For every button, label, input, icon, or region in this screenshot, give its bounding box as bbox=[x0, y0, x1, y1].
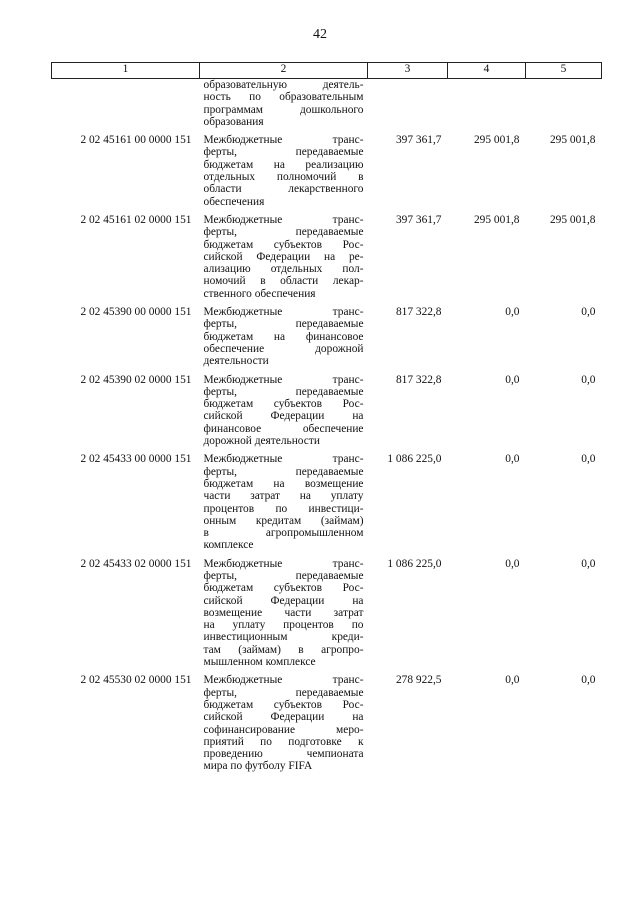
name-line: проведению чемпионата bbox=[203, 748, 364, 761]
value-col-5: 295 001,8 bbox=[549, 134, 596, 147]
name-line: Межбюджетные транс- bbox=[203, 213, 364, 226]
name-line: ферты, передаваемые bbox=[203, 226, 364, 239]
page-number: 42 bbox=[313, 27, 327, 42]
value-col-5: 0,0 bbox=[581, 557, 596, 570]
name-line: в агропромышленном bbox=[203, 527, 364, 540]
name-line: приятий по подготовке к bbox=[203, 735, 364, 748]
name-line: области лекарственного bbox=[203, 183, 364, 196]
name-line: сийской Федерации на bbox=[203, 711, 364, 724]
name-line: бюджетам субъектов Рос- bbox=[203, 698, 364, 711]
name-line: ферты, передаваемые bbox=[203, 465, 364, 478]
table-header-row bbox=[52, 63, 602, 79]
table-row bbox=[52, 374, 602, 454]
name-line: дорожной деятельности bbox=[203, 435, 320, 448]
name-line: сийской Федерации на ре- bbox=[203, 250, 364, 263]
code-cell: 2 02 45390 00 0000 151 bbox=[80, 306, 192, 319]
value-col-3: 397 361,7 bbox=[395, 134, 442, 147]
name-line: ственного обеспечения bbox=[203, 287, 316, 300]
name-cell bbox=[200, 674, 368, 778]
name-cell bbox=[200, 558, 368, 675]
name-line: на уплату процентов по bbox=[203, 619, 364, 632]
code-cell: 2 02 45433 00 0000 151 bbox=[80, 453, 192, 466]
name-line: там (займам) в агропро- bbox=[203, 643, 364, 656]
name-line: ферты, передаваемые bbox=[203, 385, 364, 398]
name-line: процентов по инвестици- bbox=[203, 502, 364, 515]
name-line: Межбюджетные транс- bbox=[203, 373, 364, 386]
name-cell bbox=[200, 453, 368, 557]
value-col-4: 0,0 bbox=[505, 674, 520, 687]
name-line: мира по футболу FIFA bbox=[203, 760, 313, 773]
name-line: бюджетам субъектов Рос- bbox=[203, 582, 364, 595]
name-line: обеспечения bbox=[203, 195, 265, 208]
name-line: обеспечение дорожной bbox=[203, 342, 364, 355]
table-row bbox=[52, 453, 602, 557]
value-col-4: 0,0 bbox=[505, 557, 520, 570]
name-line: сийской Федерации на bbox=[203, 410, 364, 423]
name-line: финансовое обеспечение bbox=[203, 422, 364, 435]
table-row bbox=[52, 214, 602, 306]
name-line: ализацию отдельных пол- bbox=[203, 263, 364, 276]
name-line: ферты, передаваемые bbox=[203, 318, 364, 331]
header-col-1: 1 bbox=[52, 63, 200, 79]
name-line: ферты, передаваемые bbox=[203, 569, 364, 582]
name-cell bbox=[200, 214, 368, 306]
name-line: бюджетам субъектов Рос- bbox=[203, 398, 364, 411]
name-line: Межбюджетные транс- bbox=[203, 306, 364, 319]
name-line: программам дошкольного bbox=[203, 103, 364, 116]
table-row bbox=[52, 558, 602, 675]
name-cell bbox=[200, 374, 368, 454]
code-cell: 2 02 45390 02 0000 151 bbox=[80, 373, 192, 386]
name-cell bbox=[200, 134, 368, 214]
table-row bbox=[52, 306, 602, 373]
name-line: ферты, передаваемые bbox=[203, 686, 364, 699]
name-line: комплексе bbox=[203, 539, 254, 552]
header-col-2: 2 bbox=[200, 63, 368, 79]
value-col-4: 295 001,8 bbox=[473, 213, 520, 226]
header-col-5: 5 bbox=[526, 63, 602, 79]
name-line: онным кредитам (займам) bbox=[203, 514, 364, 527]
header-col-3: 3 bbox=[368, 63, 448, 79]
value-col-4: 295 001,8 bbox=[473, 134, 520, 147]
name-line: части затрат на уплату bbox=[203, 490, 364, 503]
code-cell: 2 02 45161 00 0000 151 bbox=[80, 134, 192, 147]
table-row bbox=[52, 674, 602, 778]
value-col-3: 817 322,8 bbox=[395, 306, 442, 319]
code-cell: 2 02 45161 02 0000 151 bbox=[80, 213, 192, 226]
continuation-row bbox=[52, 79, 602, 135]
name-line: мышленном комплексе bbox=[203, 656, 316, 669]
name-line: ность по образовательным bbox=[203, 91, 364, 104]
name-line: сийской Федерации на bbox=[203, 594, 364, 607]
header-col-4: 4 bbox=[448, 63, 526, 79]
code-cell: 2 02 45530 02 0000 151 bbox=[80, 674, 192, 687]
value-col-5: 0,0 bbox=[581, 674, 596, 687]
name-line: Межбюджетные транс- bbox=[203, 134, 364, 147]
value-col-5: 0,0 bbox=[581, 306, 596, 319]
table-row bbox=[52, 134, 602, 214]
name-line: отдельных полномочий в bbox=[203, 171, 364, 184]
value-col-3: 278 922,5 bbox=[395, 674, 442, 687]
value-col-4: 0,0 bbox=[505, 373, 520, 386]
name-line: образования bbox=[203, 115, 264, 128]
value-col-3: 397 361,7 bbox=[395, 213, 442, 226]
name-line: Межбюджетные транс- bbox=[203, 557, 364, 570]
name-line: инвестиционным креди- bbox=[203, 631, 364, 644]
name-line: бюджетам на финансовое bbox=[203, 330, 364, 343]
value-col-4: 0,0 bbox=[505, 453, 520, 466]
value-col-5: 295 001,8 bbox=[549, 213, 596, 226]
value-col-3: 1 086 225,0 bbox=[387, 557, 442, 570]
value-col-3: 1 086 225,0 bbox=[387, 453, 442, 466]
name-line: ферты, передаваемые bbox=[203, 146, 364, 159]
value-col-4: 0,0 bbox=[505, 306, 520, 319]
name-line: софинансирование меро- bbox=[203, 723, 364, 736]
code-cell: 2 02 45433 02 0000 151 bbox=[80, 557, 192, 570]
name-line: возмещение части затрат bbox=[203, 606, 364, 619]
budget-table bbox=[51, 62, 602, 779]
name-line: деятельности bbox=[203, 355, 269, 368]
name-line: образовательную деятель- bbox=[203, 79, 364, 91]
code-cell bbox=[52, 79, 200, 135]
value-col-5: 0,0 bbox=[581, 453, 596, 466]
name-line: бюджетам на реализацию bbox=[203, 158, 364, 171]
value-col-3: 817 322,8 bbox=[395, 373, 442, 386]
name-cell bbox=[200, 306, 368, 373]
name-line: Межбюджетные транс- bbox=[203, 674, 364, 687]
name-cell bbox=[200, 79, 368, 135]
name-line: бюджетам субъектов Рос- bbox=[203, 238, 364, 251]
name-line: номочий в области лекар- bbox=[203, 275, 364, 288]
name-line: Межбюджетные транс- bbox=[203, 453, 364, 466]
name-line: бюджетам на возмещение bbox=[203, 477, 364, 490]
value-col-5: 0,0 bbox=[581, 373, 596, 386]
